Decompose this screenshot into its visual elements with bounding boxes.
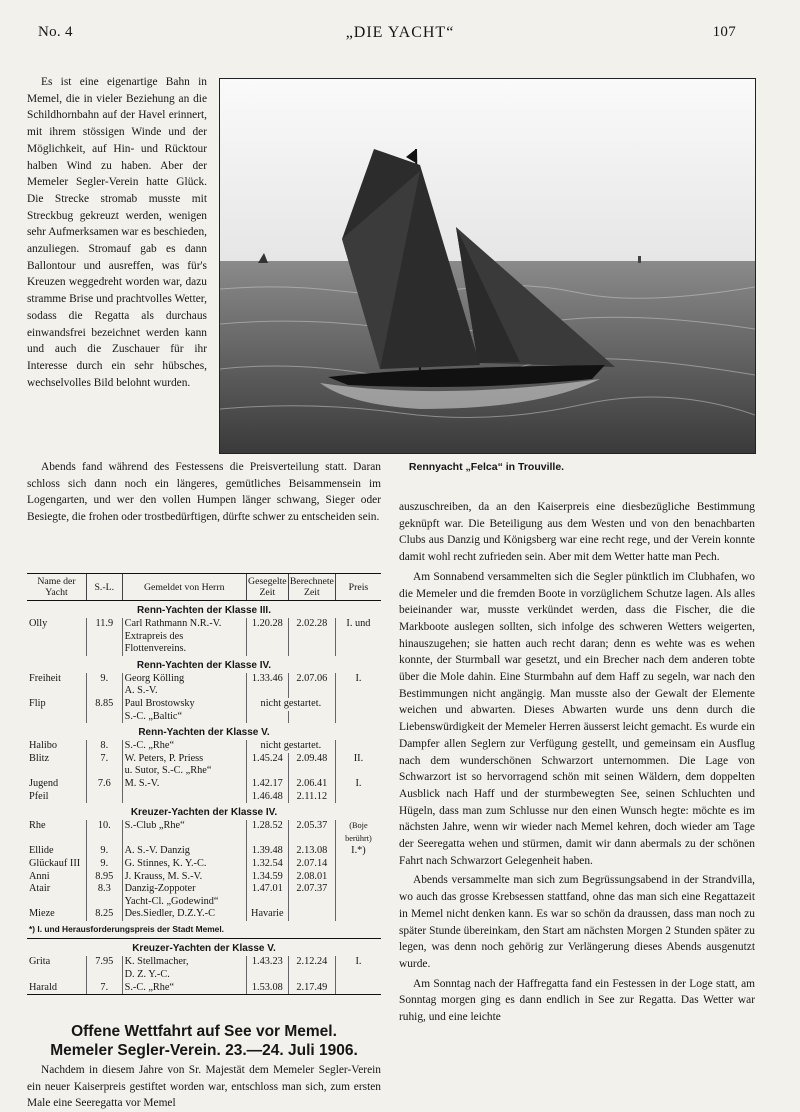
table-row xyxy=(27,673,381,686)
cell-sl: 7. xyxy=(86,982,122,995)
cell-owner: D. Z. Y.-C. xyxy=(122,969,246,982)
cell-sl xyxy=(86,969,122,982)
intro-paragraph-2-start: Abends fand während des Festessens die Preisverteilung xyxy=(41,461,319,473)
cell-sl: 8. xyxy=(86,740,122,753)
table-row xyxy=(27,740,381,753)
col-header: Name der Yacht xyxy=(27,574,86,601)
cell-bz: 2.17.49 xyxy=(288,982,335,995)
cell-owner xyxy=(122,791,246,804)
cell-preis: I. xyxy=(335,778,381,791)
col-header: Berechnete Zeit xyxy=(288,574,335,601)
section-title: Renn-Yachten der Klasse V. xyxy=(138,727,270,739)
right-paragraph: auszuschreiben, da an den Kaiserpreis eine diesbezügliche Bestimmung geknüpft war. Die Beteiligung aus dem Westen und von den benachbarten Clubs aus Danzig und Königsberg war eine recht rege, und der Verein konnte damit wohl recht zufrieden sein. Aber mit dem Wetter hatte man Pech. xyxy=(399,501,755,564)
cell-sl: 9. xyxy=(86,845,122,858)
table-row xyxy=(27,698,381,711)
cell-gz: Havarie xyxy=(246,908,288,921)
cell-preis: (Boje berührt) xyxy=(335,820,381,845)
cell-gz: 1.32.54 xyxy=(246,858,288,871)
cell-bz: 2.06.41 xyxy=(288,778,335,791)
table-footnote: *) I. und Herausforderungspreis der Stadt Memel. xyxy=(27,921,381,939)
cell-bz: 2.11.12 xyxy=(288,791,335,804)
cell-gz: nicht gestartet. xyxy=(246,740,335,753)
cell-gz: 1.28.52 xyxy=(246,820,288,845)
cell-name: Grita xyxy=(29,956,51,968)
cell-name: Flip xyxy=(29,697,46,709)
cell-gz xyxy=(246,685,288,698)
issue-number: No. 4 xyxy=(38,24,73,40)
cell-name: Rhe xyxy=(29,820,46,832)
cell-owner: W. Peters, P. Priess xyxy=(122,753,246,766)
cell-owner: Paul Brostowsky xyxy=(122,698,246,711)
table-section-row xyxy=(27,939,381,957)
cell-name xyxy=(27,896,86,909)
cell-sl xyxy=(86,791,122,804)
cell-sl: 11.9 xyxy=(86,618,122,631)
cell-owner: Extrapreis des Flottenvereins. xyxy=(122,631,246,656)
cell-preis xyxy=(335,883,381,896)
table-row xyxy=(27,858,381,871)
cell-preis: I. und xyxy=(335,618,381,631)
cell-gz: 1.53.08 xyxy=(246,982,288,995)
table-row xyxy=(27,982,381,995)
cell-name: Halibo xyxy=(29,740,58,752)
cell-sl: 8.3 xyxy=(86,883,122,896)
cell-gz: 1.45.24 xyxy=(246,753,288,766)
cell-owner: Carl Rathmann N.R.-V. xyxy=(122,618,246,631)
article-title xyxy=(27,1022,381,1060)
cell-sl: 8.85 xyxy=(86,698,122,711)
article-title-line-2: Memeler Segler-Verein. 23.—24. Juli 1906. xyxy=(50,1042,358,1059)
cell-name: Mieze xyxy=(29,908,55,920)
cell-owner: A. S.-V. Danzig xyxy=(122,845,246,858)
right-paragraph: Am Sonntag nach der Haffregatta fand ein Festessen in der Loge statt, am Sonntag morgen ging es dann endlich in See zur Regatta. Das Wetter war ruhig, und eine leichte xyxy=(399,977,755,1024)
table-row xyxy=(27,883,381,896)
cell-owner: M. S.-V. xyxy=(122,778,246,791)
cell-gz: 1.47.01 xyxy=(246,883,288,896)
cell-gz: 1.34.59 xyxy=(246,871,288,884)
table-row xyxy=(27,711,381,724)
cell-bz: 2.07.37 xyxy=(288,883,335,896)
cell-sl xyxy=(86,765,122,778)
cell-preis xyxy=(335,791,381,804)
cell-gz: 1.33.46 xyxy=(246,673,288,686)
cell-bz xyxy=(288,908,335,921)
cell-bz xyxy=(288,711,335,724)
cell-owner: Yacht-Cl. „Godewind“ xyxy=(122,896,246,909)
section-title: Renn-Yachten der Klasse III. xyxy=(137,605,271,616)
intro-paragraph: Es ist eine eigenartige Bahn in Memel, die in vieler Beziehung an die Schildhornbahn auf der Havel erinnert, mit ihrem stössigen Winde und der Möglichkeit, auf Hin- und Rücktour halben Wind zu haben. Aber der Memeler Segler-Verein hatte Glück. Die Strecke stromab musste mit Streckbug gekreuzt werden, wenigen sehr Aufmerksamen war es beschieden, anzuliegen. Stromauf gab es dann Ballontour und ausreffen, was für's Kreuzen weggedreht worden war, dazu stramme Brise und prachtvolles Wetter, sodass die Regatta als durchaus einwandsfrei bezeichnet werden kann und auch die Zuschauer für ihr Interesse durch ein sehr hübsches, wechselvolles Bild belohnt wurden. xyxy=(27,76,207,389)
cell-bz xyxy=(288,685,335,698)
sailing-yacht-illustration xyxy=(220,79,755,453)
cell-preis xyxy=(335,982,381,995)
table-row xyxy=(27,871,381,884)
cell-preis xyxy=(335,908,381,921)
cell-owner: K. Stellmacher, xyxy=(122,956,246,969)
cell-bz: 2.02.28 xyxy=(288,618,335,631)
cell-gz xyxy=(246,969,288,982)
right-column xyxy=(399,499,755,1029)
cell-sl xyxy=(86,685,122,698)
photo-caption: Rennyacht „Felca“ in Trouville. xyxy=(408,461,565,473)
table-row xyxy=(27,896,381,909)
table-row xyxy=(27,753,381,766)
cell-preis xyxy=(335,631,381,656)
cell-preis: I. xyxy=(335,673,381,686)
cell-bz xyxy=(288,765,335,778)
col-header: Gemeldet von Herrn xyxy=(122,574,246,601)
cell-gz: 1.39.48 xyxy=(246,845,288,858)
table-row xyxy=(27,969,381,982)
yacht-photo xyxy=(219,78,756,454)
cell-preis: II. xyxy=(335,753,381,766)
cell-preis xyxy=(335,740,381,753)
cell-preis xyxy=(335,858,381,871)
cell-owner: G. Stinnes, K. Y.-C. xyxy=(122,858,246,871)
cell-name xyxy=(27,685,86,698)
cell-bz: 2.05.37 xyxy=(288,820,335,845)
col-header: Preis xyxy=(335,574,381,601)
cell-preis xyxy=(335,685,381,698)
cell-owner: S.-C. „Rhe“ xyxy=(122,740,246,753)
intro-paragraph-2-end: statt. Daran schloss sich dann noch ein längeres, gemütliches Beisammensein im Logengarten, und wer den vollen Humpen länger schwang, Sieger oder Besiegte, die frohen oder trostbedürftigen, dürfte schwer zu entscheiden sein. xyxy=(27,461,381,524)
cell-owner: Danzig-Zoppoter xyxy=(122,883,246,896)
cell-name: Pfeil xyxy=(29,790,49,802)
cell-gz: 1.43.23 xyxy=(246,956,288,969)
cell-sl: 7.6 xyxy=(86,778,122,791)
table-row xyxy=(27,765,381,778)
cell-name: Atair xyxy=(29,883,51,895)
cell-preis: I. xyxy=(335,956,381,969)
table-section-row xyxy=(27,656,381,673)
table-row xyxy=(27,908,381,921)
cell-sl xyxy=(86,711,122,724)
table-section-row xyxy=(27,803,381,820)
cell-sl xyxy=(86,631,122,656)
page-number: 107 xyxy=(712,24,736,40)
cell-gz xyxy=(246,896,288,909)
table-row xyxy=(27,791,381,804)
cell-owner: u. Sutor, S.-C. „Rhe“ xyxy=(122,765,246,778)
cell-gz: nicht gestartet. xyxy=(246,698,335,711)
table-section-row xyxy=(27,601,381,619)
table-header-row xyxy=(27,574,381,601)
table-row xyxy=(27,820,381,845)
cell-sl xyxy=(86,896,122,909)
cell-bz: 2.08.01 xyxy=(288,871,335,884)
cell-preis xyxy=(335,896,381,909)
section-title: Kreuzer-Yachten der Klasse IV. xyxy=(130,807,278,819)
cell-name: Harald xyxy=(27,982,86,995)
cell-name: Freiheit xyxy=(29,672,62,684)
cell-name: Olly xyxy=(29,618,48,629)
cell-name xyxy=(27,765,86,778)
article-body: Nachdem in diesem Jahre von Sr. Majestät dem Memeler Segler-Verein ein neuer Kaiserpreis gestiftet worden war, entschloss man sich, zum ersten Male eine Seeregatta vor Memel xyxy=(27,1064,381,1110)
col-header: Gesegelte Zeit xyxy=(246,574,288,601)
cell-bz xyxy=(288,896,335,909)
cell-sl: 9. xyxy=(86,673,122,686)
table-row xyxy=(27,956,381,969)
cell-owner: J. Krauss, M. S.-V. xyxy=(122,871,246,884)
results-table xyxy=(27,573,381,995)
right-paragraph: Am Sonnabend versammelten sich die Segler pünktlich im Clubhafen, wo die Memeler und die fremden Boote in vorzüglichem Schutze lagen. Als alles beieinander war, musste verkündet werden, dass die Fischer, die die Markboote auslegen sollten, sich infolge des schweren Wetters weigerten, hinauszugehen; sie hatten auch recht daran; denn es wehte was es wehen konnte, der Sturmball war gesetzt, und ein Brecher nach dem anderen tobte über die Mole dahin. Eine Sturmbahn auf dem Haff zu segeln, war nach den Bestimmungen nicht angängig. Man musste also der Gewalt der Elemente weichen und abwarten. Dieses Abwarten wurde uns denn durch die Liebenswürdigkeit der Memeler Herren äusserst leicht gemacht. Es wurde ein Dampfer allen Seglern zur Verfügung gestellt, und gemeinsam ein Ausflug nach dem wunderschönen Schwarzort unternommen. Die Lage von Schwarzort ist so hervorragend schön mit seinen Wäldern, dem doppelten Ausblick nach Haff und der sturmbewegten See, seinen Schluchten und Hügeln, dass man zum Schlusse nur den einen Wunsch hegte: möchte es im nächsten Jahre, wenn wir wieder nach Memel kehren, doch wieder am Tage der Seeregatta wehen und stürmen, damit wir dann abermals zu der schönen Fahrt nach Schwarzort Gelegenheit haben. xyxy=(399,570,755,867)
section-title: Renn-Yachten der Klasse IV. xyxy=(136,659,272,671)
table-row xyxy=(27,778,381,791)
col-header: S.-L. xyxy=(86,574,122,601)
cell-name: Blitz xyxy=(29,752,50,764)
cell-owner: A. S.-V. xyxy=(122,685,246,698)
cell-preis: I.*) xyxy=(335,845,381,858)
table-row xyxy=(27,631,381,656)
cell-gz xyxy=(246,765,288,778)
cell-bz: 2.12.24 xyxy=(288,956,335,969)
cell-name: Anni xyxy=(29,870,50,882)
cell-name: Jugend xyxy=(29,777,59,789)
cell-gz xyxy=(246,711,288,724)
cell-gz: 1.20.28 xyxy=(246,618,288,631)
cell-owner: S.-Club „Rhe“ xyxy=(122,820,246,845)
table-row xyxy=(27,845,381,858)
footnote-row xyxy=(27,921,381,939)
cell-owner: S.-C. „Rhe“ xyxy=(122,982,246,995)
table-row xyxy=(27,685,381,698)
table-row xyxy=(27,618,381,631)
table-body xyxy=(27,601,381,995)
cell-bz xyxy=(288,969,335,982)
cell-name xyxy=(27,969,86,982)
cell-owner: Des.Siedler, D.Z.Y.-C xyxy=(122,908,246,921)
cell-owner: S.-C. „Baltic“ xyxy=(122,711,246,724)
cell-sl: 7.95 xyxy=(86,956,122,969)
intro-paragraph-2 xyxy=(27,459,381,526)
cell-gz xyxy=(246,631,288,656)
cell-sl: 9. xyxy=(86,858,122,871)
section-title: Kreuzer-Yachten der Klasse V. xyxy=(132,943,276,955)
journal-title: „DIE YACHT“ xyxy=(345,24,455,41)
cell-gz: 1.42.17 xyxy=(246,778,288,791)
cell-preis xyxy=(335,871,381,884)
cell-name: Ellide xyxy=(29,845,54,857)
cell-name xyxy=(27,711,86,724)
right-paragraph: Abends versammelte man sich zum Begrüssungsabend in der Strandvilla, wo auch das grosse Krebsessen stattfand, ohne das man sich eine Regattazeit in Memel nicht denken kann. Es war so schön da draussen, dass man noch zu später Stunde übereinkam, den Start am nächsten Morgen 2 Stunden später zu legen, was denn noch gehörig zur Verlängerung dieses Abends ausgenutzt wurde. xyxy=(399,874,755,970)
cell-bz: 2.09.48 xyxy=(288,753,335,766)
cell-sl: 7. xyxy=(86,753,122,766)
cell-name: Glückauf III xyxy=(29,857,81,869)
cell-preis xyxy=(335,765,381,778)
cell-owner: Georg Kölling xyxy=(122,673,246,686)
table-section-row xyxy=(27,723,381,740)
cell-bz: 2.07.14 xyxy=(288,858,335,871)
cell-name xyxy=(27,631,86,656)
cell-bz: 2.07.06 xyxy=(288,673,335,686)
cell-bz: 2.13.08 xyxy=(288,845,335,858)
cell-sl: 8.95 xyxy=(86,871,122,884)
cell-sl: 8.25 xyxy=(86,908,122,921)
cell-gz: 1.46.48 xyxy=(246,791,288,804)
article-title-line-1: Offene Wettfahrt auf See vor Memel. xyxy=(71,1023,337,1040)
cell-preis xyxy=(335,698,381,711)
cell-bz xyxy=(288,631,335,656)
cell-preis xyxy=(335,969,381,982)
cell-sl: 10. xyxy=(86,820,122,845)
cell-preis xyxy=(335,711,381,724)
